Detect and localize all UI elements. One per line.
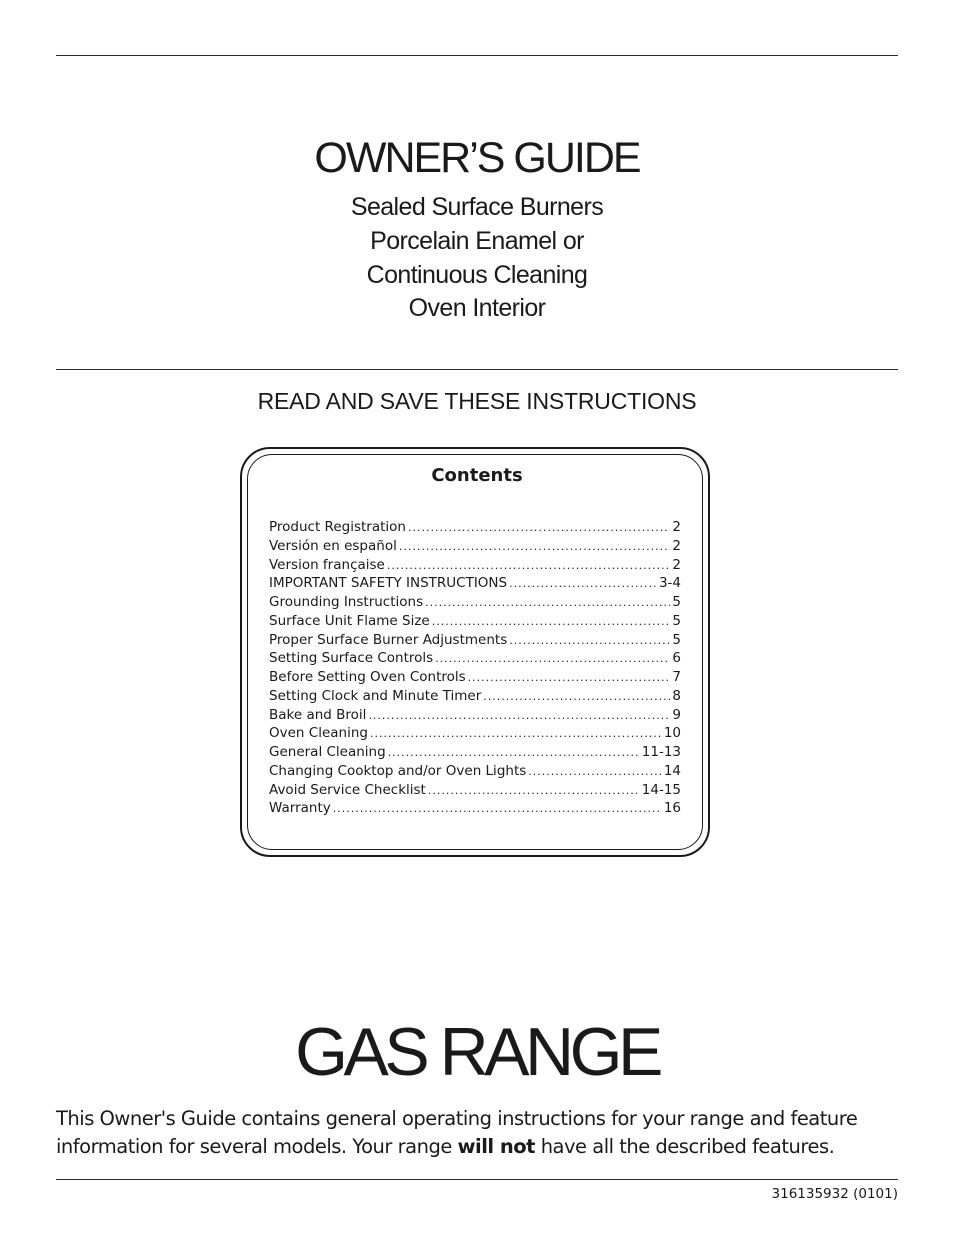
bottom-divider — [56, 1179, 898, 1180]
subtitle-line: Continuous Cleaning — [366, 260, 588, 289]
toc-entry-label: General Cleaning — [269, 744, 386, 760]
toc-leader-dots — [425, 594, 670, 612]
toc-entry-page: 6 — [672, 650, 681, 667]
toc-entry-label: Setting Surface Controls — [269, 650, 434, 667]
toc-entry-page: 8 — [672, 687, 681, 704]
toc-entry — [269, 574, 681, 593]
toc-entry-label: Avoid Service Checklist — [269, 781, 426, 798]
intro-text: information for several models. Your range — [56, 1134, 458, 1158]
toc-entry — [269, 668, 681, 687]
subtitle-line: Porcelain Enamel or — [370, 226, 584, 255]
toc-entry-label: Surface Unit Flame Size — [269, 612, 430, 629]
toc-entry-label: Bake and Broil — [269, 706, 367, 723]
toc-leader-dots — [387, 557, 671, 575]
top-divider — [56, 55, 898, 56]
toc-leader-dots — [528, 763, 662, 781]
subtitle-line: Oven Interior — [408, 294, 546, 323]
toc-entry — [269, 781, 681, 800]
toc-leader-dots — [399, 538, 671, 556]
product-title: GAS RANGE — [295, 1014, 659, 1090]
toc-entry-label: Version française — [269, 556, 385, 573]
toc-entry-page: 9 — [672, 706, 681, 723]
toc-entry — [269, 687, 681, 706]
toc-entry — [269, 743, 681, 762]
toc-entry-page: 5 — [672, 612, 681, 629]
intro-emphasis: will not — [457, 1134, 535, 1158]
toc-leader-dots — [483, 688, 670, 706]
toc-entry — [269, 537, 681, 556]
toc-entry-label: Product Registration — [269, 519, 406, 535]
document-number: 316135932 (0101) — [771, 1186, 898, 1202]
intro-line — [56, 1133, 906, 1161]
toc-entry — [269, 518, 681, 537]
intro-paragraph — [56, 1105, 906, 1160]
toc-entry-page: 2 — [672, 556, 681, 573]
toc-entry-page: 7 — [672, 669, 681, 685]
toc-entry-page: 5 — [672, 594, 681, 610]
toc-entry-label: IMPORTANT SAFETY INSTRUCTIONS — [269, 575, 508, 592]
toc-leader-dots — [370, 725, 662, 743]
intro-line: This Owner's Guide contains general operating instructions for your range and feature — [56, 1107, 858, 1130]
toc-entry — [269, 799, 681, 818]
toc-leader-dots — [333, 800, 662, 818]
toc-leader-dots — [435, 650, 670, 668]
toc-leader-dots — [509, 632, 670, 650]
toc-entry — [269, 649, 681, 668]
toc-entry-label: Versión en español — [269, 537, 397, 554]
toc-entry-label: Setting Clock and Minute Timer — [269, 687, 482, 704]
read-save-notice: READ AND SAVE THESE INSTRUCTIONS — [257, 388, 697, 414]
subtitle-line: Sealed Surface Burners — [350, 193, 604, 221]
toc-entry — [269, 593, 681, 612]
toc-entry — [269, 724, 681, 743]
toc-entry-page: 3-4 — [658, 575, 681, 592]
toc-entry-label: Grounding Instructions — [269, 594, 424, 610]
toc-entry-page: 11-13 — [641, 744, 681, 760]
toc-entry-label: Warranty — [269, 800, 331, 817]
toc-entry-page: 2 — [672, 537, 681, 554]
toc-leader-dots — [388, 744, 640, 762]
intro-text: have all the described features. — [535, 1134, 835, 1158]
page-title: OWNER’S GUIDE — [314, 134, 640, 182]
toc-entry — [269, 556, 681, 575]
toc-leader-dots — [509, 575, 657, 593]
toc-entry-page: 14-15 — [641, 781, 681, 798]
toc-entry-label: Before Setting Oven Controls — [269, 669, 466, 685]
toc-entry — [269, 706, 681, 725]
toc-entry-page: 16 — [663, 800, 681, 817]
toc-leader-dots — [432, 613, 671, 631]
table-of-contents — [269, 518, 681, 818]
toc-entry-label: Changing Cooktop and/or Oven Lights — [269, 762, 527, 779]
toc-entry-page: 2 — [672, 519, 681, 535]
toc-entry-label: Oven Cleaning — [269, 725, 368, 742]
toc-entry-page: 14 — [663, 762, 681, 779]
middle-divider — [56, 369, 898, 370]
toc-leader-dots — [368, 707, 670, 725]
toc-leader-dots — [428, 782, 640, 800]
toc-entry — [269, 762, 681, 781]
contents-heading: Contents — [431, 465, 523, 486]
toc-entry-page: 5 — [672, 631, 681, 648]
toc-entry-page: 10 — [663, 725, 681, 742]
toc-leader-dots — [408, 519, 670, 537]
toc-entry — [269, 612, 681, 631]
toc-entry — [269, 631, 681, 650]
toc-entry-label: Proper Surface Burner Adjustments — [269, 631, 508, 648]
toc-leader-dots — [468, 669, 671, 687]
subtitle-block — [0, 191, 954, 326]
